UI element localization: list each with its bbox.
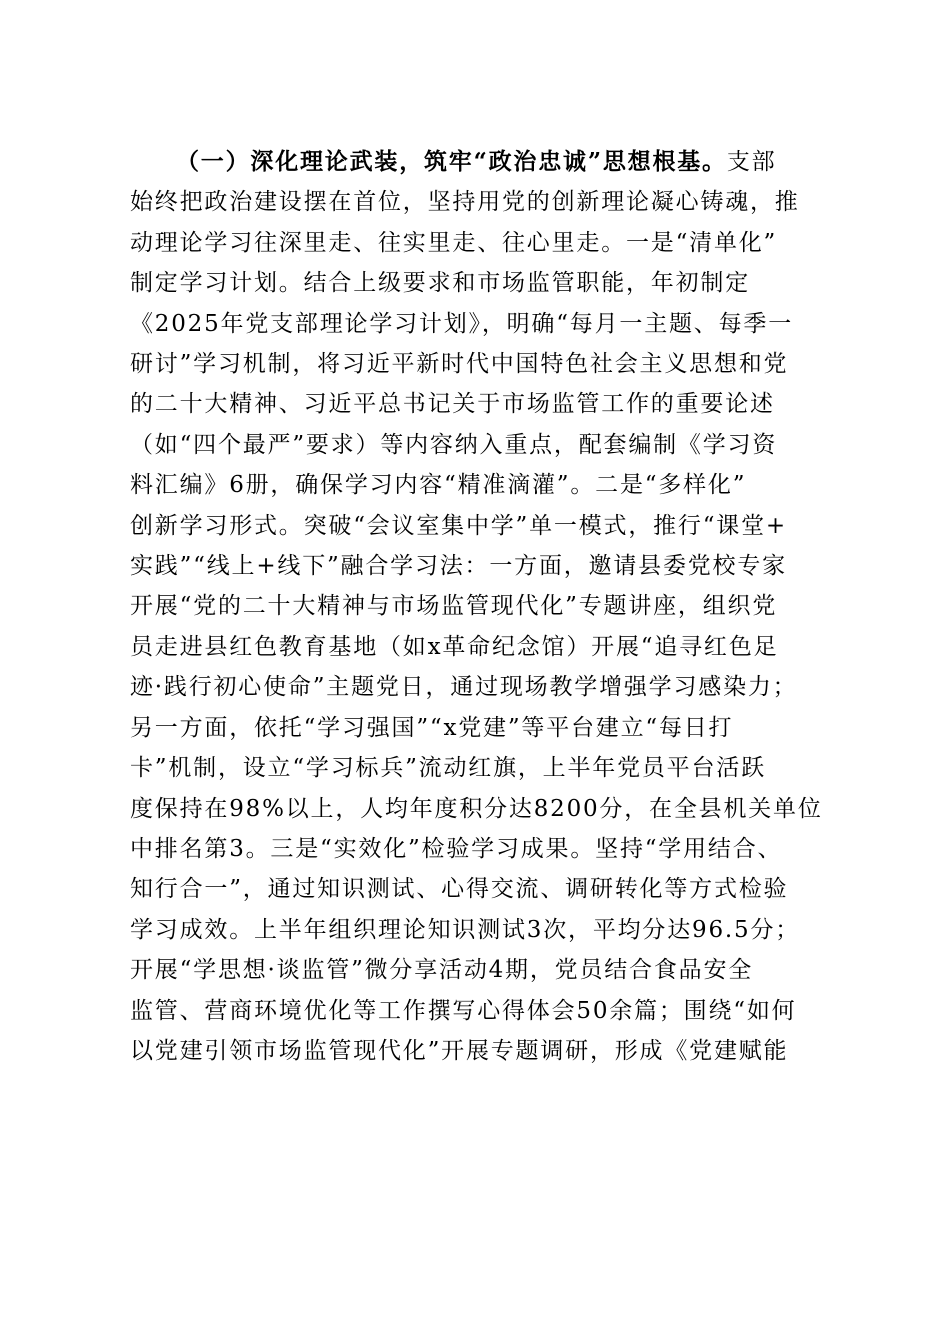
paragraph-line: 度保持在98%以上，人均年度积分达8200分，在全县机关单位 [130, 795, 823, 822]
paragraph-line: 迹·践行初心使命”主题党日，通过现场教学增强学习感染力； [130, 674, 798, 701]
paragraph-line: 开展“党的二十大精神与市场监管现代化”专题讲座，组织党 [130, 593, 778, 620]
paragraph-line: 卡”机制，设立“学习标兵”流动红旗，上半年党员平台活跃 [130, 755, 766, 782]
paragraph-line: 实践”“线上+线下”融合学习法：一方面，邀请县委党校专家 [130, 553, 787, 580]
paragraph-line: （如“四个最严”要求）等内容纳入重点，配套编制《学习资 [130, 431, 778, 458]
paragraph-line: 的二十大精神、习近平总书记关于市场监管工作的重要论述 [130, 391, 775, 418]
paragraph-line: 另一方面，依托“学习强国”“x党建”等平台建立“每日打 [130, 714, 734, 741]
paragraph-line: 制定学习计划。结合上级要求和市场监管职能，年初制定 [130, 270, 750, 297]
paragraph-line: 员走进县红色教育基地（如x革命纪念馆）开展“追寻红色足 [130, 633, 779, 660]
paragraph-line: 《2025年党支部理论学习计划》，明确“每月一主题、每季一 [130, 310, 793, 337]
paragraph-line: 料汇编》6册，确保学习内容“精准滴灌”。二是“多样化” [130, 472, 747, 499]
paragraph-line: 创新学习形式。突破“会议室集中学”单一模式，推行“课堂+ [130, 512, 787, 539]
paragraph-line-1-text: 支部 [726, 149, 777, 175]
section-heading: （一）深化理论武装，筑牢“政治忠诚”思想根基。 [176, 148, 727, 175]
paragraph-line: 开展“学思想·谈监管”微分享活动4期，党员结合食品安全 [130, 957, 754, 984]
paragraph-line-1 [130, 142, 830, 182]
paragraph-line: 研讨”学习机制，将习近平新时代中国特色社会主义思想和党 [130, 351, 789, 378]
paragraph-line: 中排名第3。三是“实效化”检验学习成果。坚持“学用结合、 [130, 835, 783, 862]
body-paragraph [130, 142, 830, 1071]
paragraph-line: 知行合一”，通过知识测试、心得交流、调研转化等方式检验 [130, 876, 789, 903]
paragraph-line: 学习成效。上半年组织理论知识测试3次，平均分达96.5分； [130, 916, 801, 943]
paragraph-line: 始终把政治建设摆在首位，坚持用党的创新理论凝心铸魂，推 [130, 189, 800, 216]
paragraph-line: 动理论学习往深里走、往实里走、往心里走。一是“清单化” [130, 229, 778, 256]
paragraph-line: 以党建引领市场监管现代化”开展专题调研，形成《党建赋能 [130, 1037, 789, 1064]
paragraph-line: 监管、营商环境优化等工作撰写心得体会50余篇；围绕“如何 [130, 997, 797, 1024]
